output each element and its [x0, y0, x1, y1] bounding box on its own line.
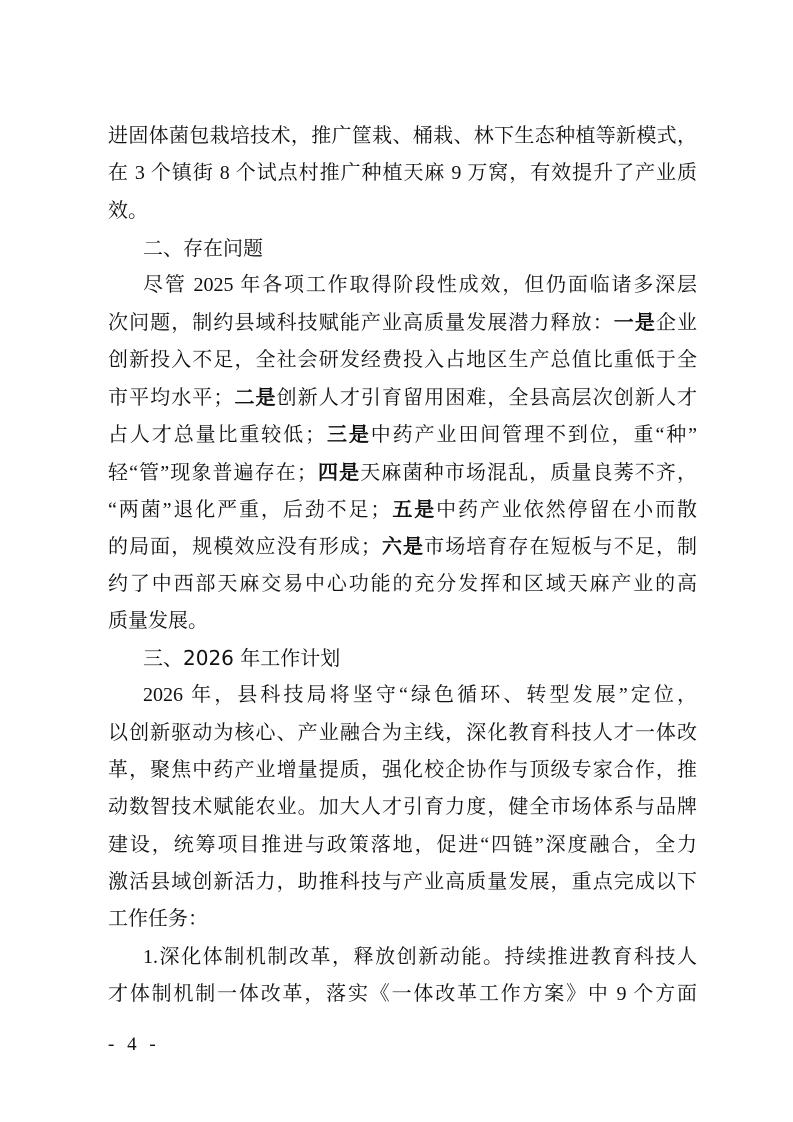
text-run: 二、存在问题 — [143, 235, 263, 260]
text-run: 中药产业依然停留在小而散 — [436, 498, 698, 521]
text-line — [108, 454, 697, 491]
bold-run: 三是 — [325, 422, 371, 447]
section-heading — [108, 640, 697, 677]
text-line — [108, 379, 697, 416]
text-run: 企业 — [655, 312, 698, 335]
text-line — [108, 976, 697, 1013]
text-run: 约了中西部天麻交易中心功能的充分发挥和区域天麻产业的高 — [108, 572, 697, 595]
text-run: 才体制机制一体改革，落实《一体改革工作方案》中 9 个方面 — [108, 982, 697, 1005]
text-run: 创新投入不足，全社会研发经费投入占地区生产总值比重低于全 — [108, 348, 697, 371]
text-run: 2026 年，县科技局将坚守“绿色循环、转型发展”定位， — [143, 684, 697, 707]
bold-run: 五是 — [390, 496, 437, 521]
page-number: - 4 - — [108, 1034, 160, 1055]
text-run: 激活县域创新活力，助推科技与产业高质量发展，重点完成以下 — [108, 870, 697, 893]
text-run: 天麻菌种市场混乱，质量良莠不齐， — [360, 461, 698, 484]
text-run: 进固体菌包栽培技术，推广筐栽、桶栽、林下生态种植等新模式， — [108, 125, 697, 147]
text-line — [108, 528, 697, 565]
text-run: 以创新驱动为核心、产业融合为主线，深化教育科技人才一体改 — [108, 721, 697, 744]
section-heading — [108, 230, 697, 267]
text-line — [108, 715, 697, 752]
text-run: 占人才总量比重较低； — [108, 424, 326, 447]
text-line — [108, 193, 697, 230]
text-run: 质量发展。 — [108, 609, 208, 632]
text-line — [108, 491, 697, 528]
text-run: 革，聚焦中药产业增量提质，强化校企协作与顶级专家合作，推 — [108, 759, 697, 782]
bold-run: 二是 — [233, 385, 277, 410]
text-run: 创新人才引育留用困难，全县高层次创新人才 — [276, 387, 698, 410]
text-run: 1.深化体制机制改革，释放创新动能。持续推进教育科技人 — [143, 945, 697, 968]
text-run: 在 3 个镇街 8 个试点村推广种植天麻 9 万窝，有效提升了产业质 — [108, 162, 697, 185]
text-line — [108, 939, 697, 976]
text-run: 中药产业田间管理不到位，重“种” — [370, 424, 697, 447]
bold-run: 四是 — [316, 459, 361, 484]
text-run: 市平均水平； — [108, 387, 234, 410]
text-line — [108, 864, 697, 901]
text-line — [108, 304, 697, 341]
text-line — [108, 267, 697, 304]
bold-run: 一是 — [613, 310, 656, 335]
text-line — [108, 155, 697, 192]
text-line — [108, 901, 697, 938]
text-run: 工作任务： — [108, 908, 208, 931]
text-run: 次问题，制约县域科技赋能产业高质量发展潜力释放： — [108, 312, 614, 335]
text-line — [108, 342, 697, 379]
text-run: 效。 — [108, 199, 148, 222]
text-line — [108, 789, 697, 826]
text-run: 动数智技术赋能农业。加大人才引育力度，健全市场体系与品牌 — [108, 796, 697, 819]
text-run: 尽管 2025 年各项工作取得阶段性成效，但仍面临诸多深层 — [143, 274, 697, 297]
text-line — [108, 603, 697, 640]
text-line — [108, 752, 697, 789]
text-run: 市场培育存在短板与不足，制 — [424, 536, 698, 559]
text-line — [108, 416, 697, 453]
text-run: “两菌”退化严重，后劲不足； — [108, 498, 391, 521]
text-line — [108, 118, 697, 155]
text-run: 轻“管”现象普遍存在； — [108, 461, 317, 484]
text-line — [108, 827, 697, 864]
text-run: 三、2026 年工作计划 — [143, 646, 341, 671]
text-line — [108, 566, 697, 603]
text-run: 建设，统筹项目推进与政策落地，促进“四链”深度融合，全力 — [108, 833, 697, 856]
text-line — [108, 677, 697, 714]
document-body — [108, 118, 697, 1013]
text-run: 的局面，规模效应没有形成； — [108, 536, 381, 559]
bold-run: 六是 — [380, 534, 425, 559]
